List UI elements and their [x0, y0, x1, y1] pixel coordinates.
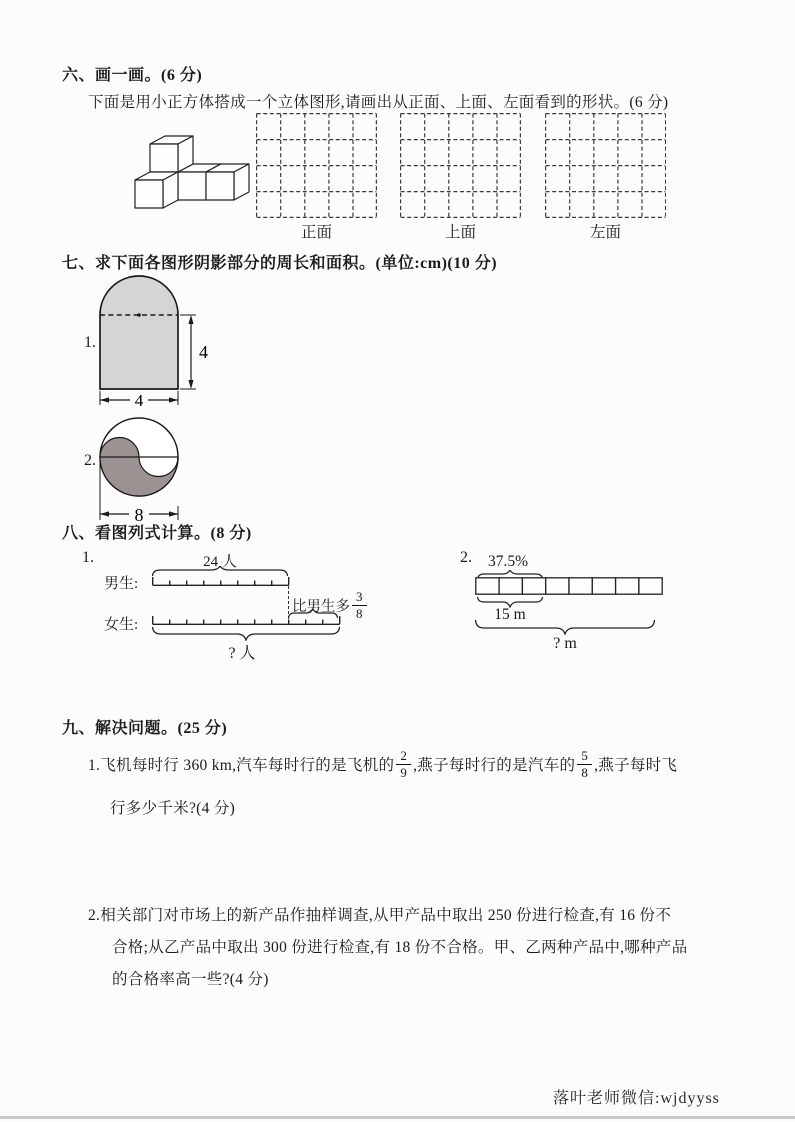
problem1-text2: ,燕子每时行的是汽车的	[413, 757, 576, 774]
more-text: 比男生多	[292, 598, 350, 615]
view-label-top: 上面	[444, 224, 476, 241]
segmented-bar	[475, 577, 664, 595]
section6-title: 六、画一画。(6 分)	[62, 67, 203, 84]
figure1-base-dimension: 4	[134, 391, 144, 410]
answer-grid-top[interactable]	[400, 113, 521, 218]
section7-title: 七、求下面各图形阴影部分的周长和面积。(单位:cm)(10 分)	[62, 255, 498, 272]
percent-label: 37.5%	[488, 553, 529, 570]
arch-center-dot	[137, 313, 141, 317]
total-question-label: ? m	[553, 635, 577, 652]
girls-question-label: ? 人	[228, 645, 256, 662]
answer-grid-front[interactable]	[256, 113, 377, 218]
problem1-text3: ,燕子每时飞	[594, 757, 678, 774]
problem1-fraction2: $\frac{5}{8}$	[577, 749, 592, 779]
figure1-index: 1.	[84, 334, 96, 351]
section9-title: 九、解决问题。(25 分)	[62, 720, 228, 737]
boys-bar	[152, 576, 290, 586]
bar-model-diagram-1	[82, 549, 442, 664]
problem1-fraction1: $\frac{2}{9}$	[396, 749, 411, 779]
view-label-front: 正面	[300, 224, 332, 241]
problem2-line3: 的合格率高一些?(4 分)	[112, 971, 269, 988]
bar-model-diagram-2	[460, 549, 705, 659]
figure2-index: 2.	[84, 452, 96, 469]
girls-bar	[152, 615, 341, 625]
cube-isometric-drawing	[130, 128, 252, 220]
view-label-left: 左面	[589, 224, 621, 241]
boys-row-label: 男生:	[104, 576, 139, 592]
cube-solid-figure	[130, 128, 252, 220]
problem1-text1: 1.飞机每时行 360 km,汽车每时行的是飞机的	[88, 757, 395, 774]
figure1-arch-shape	[98, 271, 233, 413]
problem2-line1: 2.相关部门对市场上的新产品作抽样调查,从甲产品中取出 250 份进行检查,有 16 份不	[88, 907, 672, 924]
figure1-side-dimension: 4	[199, 342, 208, 362]
figure2-diameter-dimension: 8	[134, 505, 144, 525]
page-bottom-edge	[0, 1116, 795, 1119]
problem1-line2: 行多少千米?(4 分)	[110, 800, 236, 817]
total-bottom-brace	[475, 620, 656, 635]
part-length-label: 15 m	[494, 606, 526, 623]
answer-grid-left[interactable]	[545, 113, 666, 218]
girls-row-label: 女生:	[104, 617, 139, 633]
figure2-yinyang-circle	[98, 412, 233, 528]
section6-subtitle: 下面是用小正方体搭成一个立体图形,请画出从正面、上面、左面看到的形状。(6 分)	[88, 94, 669, 111]
diagram2-index: 2.	[460, 549, 472, 566]
teacher-wechat-footer: 落叶老师微信:wjdyyss	[553, 1090, 720, 1107]
section8-title: 八、看图列式计算。(8 分)	[62, 525, 252, 542]
boys-total-label: 24 人	[203, 554, 237, 570]
problem2-line2: 合格;从乙产品中取出 300 份进行检查,有 18 份不合格。甲、乙两种产品中,哪种产品	[112, 939, 688, 956]
girls-bottom-brace	[152, 627, 341, 641]
problem1-line1	[88, 742, 677, 786]
diagram1-index: 1.	[82, 549, 94, 566]
more-fraction: $\frac{3}{8}$	[352, 590, 367, 620]
